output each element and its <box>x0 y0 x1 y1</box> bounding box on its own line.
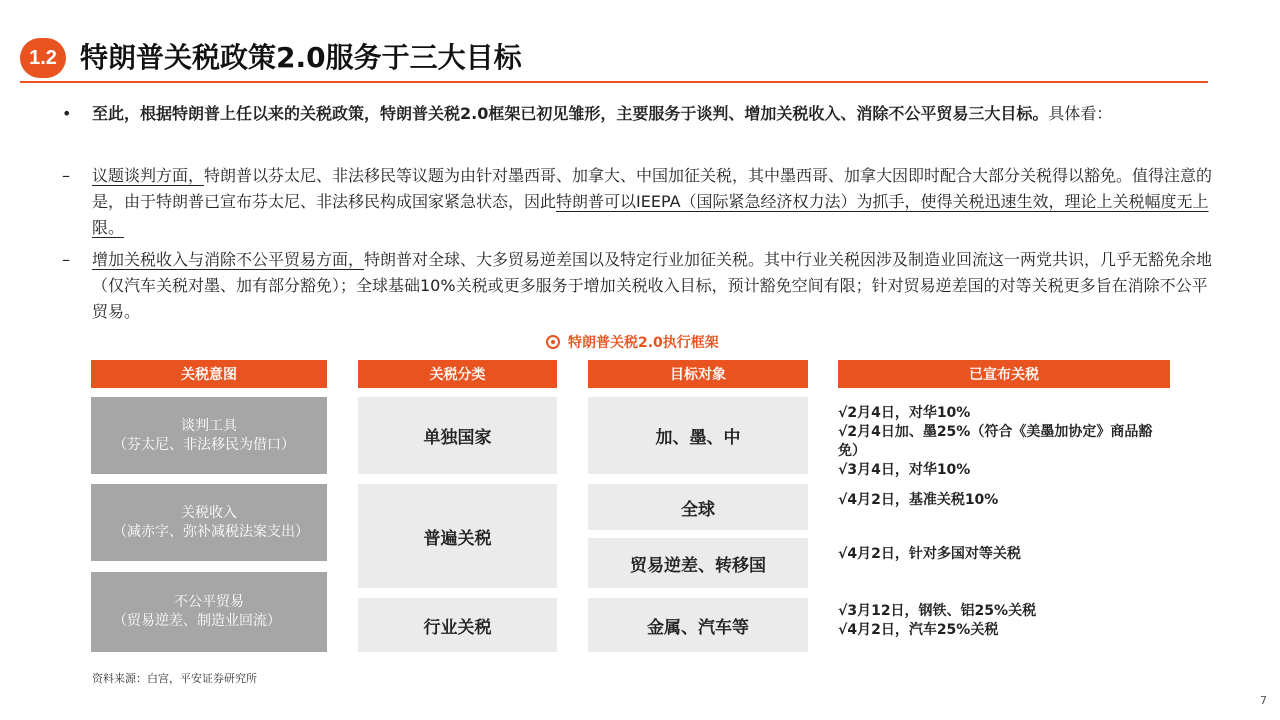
title-divider <box>20 81 1208 83</box>
source-note: 资料来源：白宫，平安证券研究所 <box>92 672 257 685</box>
revenue-trade-heading: 增加关税收入与消除不公平贸易方面， <box>92 250 365 269</box>
ieepa-underlined-text: 特朗普可以IEEPA（国际紧急经济权力法）为抓手，使得关税迅速生效，理论上关税幅度无上限。 <box>92 192 1209 237</box>
revenue-trade-paragraph <box>92 247 1216 325</box>
dash-marker: – <box>62 166 70 185</box>
negotiation-text: 特朗普以芬太尼、非法移民等议题为由针对墨西哥、加拿大、中国加征关税，其中墨西哥、加拿大因即时配合大部分关税得以豁免。值得注意的是，由于特朗普已宣布芬太尼、非法移民构成国家紧急状态，因此 <box>92 166 1213 211</box>
intent-name: 谈判工具 <box>181 417 237 434</box>
intent-negotiation <box>91 397 327 474</box>
framework-title <box>546 331 719 353</box>
negotiation-heading: 议题谈判方面， <box>92 166 205 185</box>
intent-name: 不公平贸易 <box>174 594 244 610</box>
announced-item: √3月12日，钢铁、铝25%关税 <box>838 603 1037 619</box>
target-metals-autos: 金属、汽车等 <box>588 598 808 652</box>
announced-item: √4月2日，基准关税10% <box>838 492 999 508</box>
announced-item: √4月2日，针对多国对等关税 <box>838 546 1021 562</box>
page-title: 特朗普关税政策2.0服务于三大目标 <box>80 41 522 74</box>
header-target: 目标对象 <box>588 360 808 388</box>
category-sector: 行业关税 <box>358 598 557 652</box>
announced-group-countries <box>838 404 1170 480</box>
intent-name: 关税收入 <box>181 504 237 521</box>
target-deficit-countries: 贸易逆差、转移国 <box>588 538 808 588</box>
intent-detail: （减赤字、弥补减税法案支出） <box>113 523 309 540</box>
category-universal: 普遍关税 <box>358 484 557 588</box>
target-ca-mx-cn: 加、墨、中 <box>588 397 808 474</box>
target-global: 全球 <box>588 484 808 530</box>
dash-marker: – <box>62 250 70 269</box>
intent-unfair-trade <box>91 572 327 652</box>
section-number-badge: 1.2 <box>20 38 66 78</box>
negotiation-paragraph <box>92 163 1216 241</box>
header-intent: 关税意图 <box>91 360 327 388</box>
summary-bold-text: 至此，根据特朗普上任以来的关税政策，特朗普关税2.0框架已初见雏形，主要服务于谈判、增加关税收入、消除不公平贸易三大目标。 <box>92 104 1049 123</box>
page-number: 7 <box>1260 694 1267 707</box>
summary-tail-text: 具体看： <box>1048 104 1113 123</box>
announced-group-reciprocal <box>838 545 1170 564</box>
header-announced: 已宣布关税 <box>838 360 1170 388</box>
announced-item: √2月4日加、墨25%（符合《美墨加协定》商品豁免） <box>838 424 1153 459</box>
intent-detail: （贸易逆差、制造业回流） <box>113 613 281 629</box>
framework-title-text: 特朗普关税2.0执行框架 <box>568 335 719 351</box>
bullet-marker: • <box>62 104 72 123</box>
header-category: 关税分类 <box>358 360 557 388</box>
announced-group-global <box>838 491 1170 510</box>
intent-detail: （芬太尼、非法移民为借口） <box>113 436 295 453</box>
announced-item: √4月2日，汽车25%关税 <box>838 622 999 638</box>
target-icon <box>546 335 560 349</box>
intent-revenue <box>91 484 327 561</box>
summary-paragraph <box>92 101 1216 127</box>
revenue-trade-text: 特朗普对全球、大多贸易逆差国以及特定行业加征关税。其中行业关税因涉及制造业回流这一两党共识，几乎无豁免余地（仅汽车关税对墨、加有部分豁免）；全球基础10%关税或更多服务于增加关税收入目标，预计豁免空间有限；针对贸易逆差国的对等关税更多旨在消除不公平贸易。 <box>92 250 1213 321</box>
announced-group-sector <box>838 602 1170 640</box>
announced-item: √2月4日，对华10% <box>838 405 971 421</box>
category-single-country: 单独国家 <box>358 397 557 474</box>
announced-item: √3月4日，对华10% <box>838 462 971 478</box>
